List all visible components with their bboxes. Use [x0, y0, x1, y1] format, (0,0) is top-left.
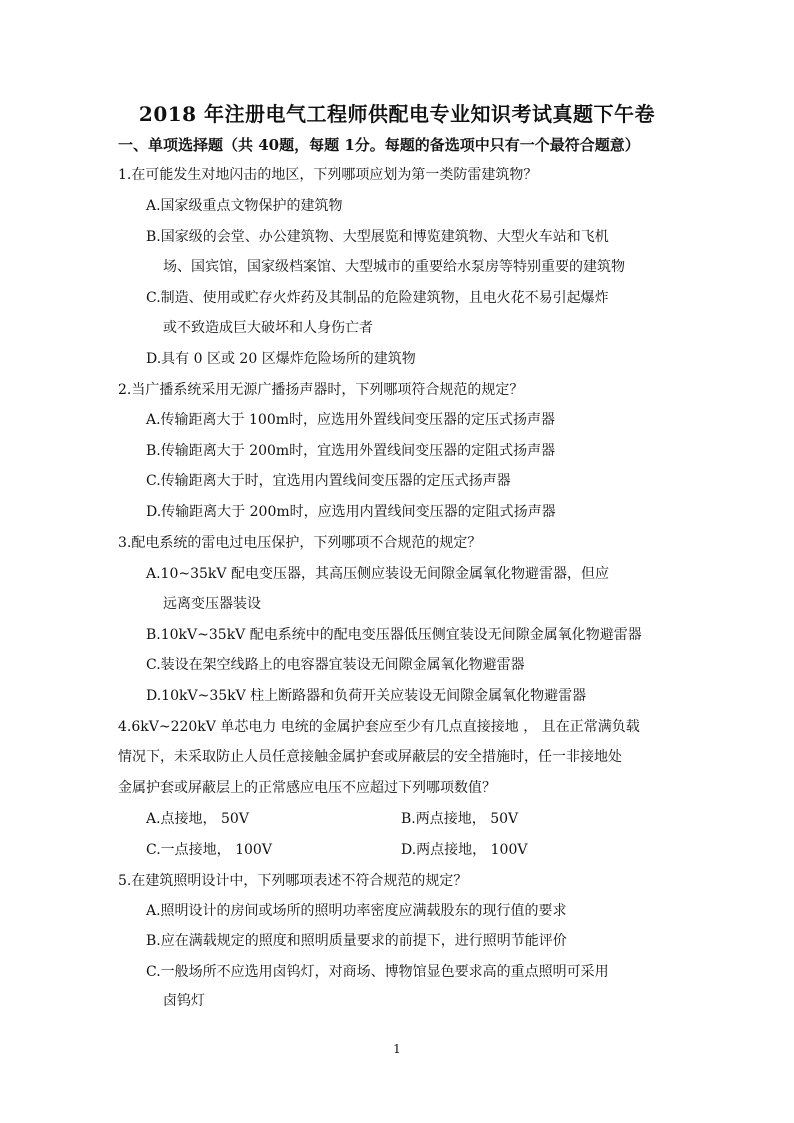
question-4-option-b: B.两点接地， 50V — [401, 811, 519, 827]
question-1-option-a: A.国家级重点文物保护的建筑物 — [146, 198, 343, 214]
question-2-option-a: A.传输距离大于 100m时，应选用外置线间变压器的定压式扬声器 — [146, 412, 556, 428]
question-3-option-d: D.10kV~35kV 柱上断路器和负荷开关应装设无间隙金属氧化物避雷器 — [146, 688, 587, 704]
question-3-option-c: C.装设在架空线路上的电容器宜装设无间隙金属氧化物避雷器 — [146, 657, 525, 673]
page-title: 2018 年注册电气工程师供配电专业知识考试真题下午卷 — [138, 102, 656, 126]
question-1-stem: 1.在可能发生对地闪击的地区，下列哪项应划为第一类防雷建筑物？ — [118, 167, 538, 183]
question-3-option-a-cont: 远离变压器装设 — [163, 596, 261, 612]
question-1-option-b: B.国家级的会堂、办公建筑物、大型展览和博览建筑物、大型火车站和飞机 — [146, 229, 609, 245]
question-3-option-a: A.10~35kV 配电变压器，其高压侧应装设无间隙金属氧化物避雷器，但应 — [146, 566, 609, 582]
question-3-stem: 3.配电系统的雷电过电压保护，下列哪项不合规范的规定？ — [118, 535, 482, 551]
question-5-stem: 5.在建筑照明设计中，下列哪项表述不符合规范的规定？ — [118, 873, 468, 889]
section-heading: 一、单项选择题（共 40题，每题 1分。每题的备选项中只有一个最符合题意） — [118, 136, 640, 154]
question-2-option-c: C.传输距离大于时，宜选用内置线间变压器的定压式扬声器 — [146, 473, 511, 489]
question-4-stem-line-2: 情况下，未采取防止人员任意接触金属护套或屏蔽层的安全措施时，任一非接地处 — [118, 749, 622, 765]
question-5-option-c-cont: 卤钨灯 — [163, 993, 205, 1009]
question-5-option-b: B.应在满载规定的照度和照明质量要求的前提下，进行照明节能评价 — [146, 933, 567, 949]
question-3-option-b: B.10kV~35kV 配电系统中的配电变压器低压侧宜装设无间隙金属氧化物避雷器 — [146, 627, 642, 643]
question-4-option-d: D.两点接地， 100V — [401, 842, 528, 858]
question-1-option-c: C.制造、使用或贮存火炸药及其制品的危险建筑物，且电火花不易引起爆炸 — [146, 290, 609, 306]
question-1-option-d: D.具有 0 区或 20 区爆炸危险场所的建筑物 — [146, 351, 416, 367]
question-4-option-c: C.一点接地， 100V — [146, 842, 272, 858]
question-2-option-d: D.传输距离大于 200m时，应选用内置线间变压器的定阻式扬声器 — [146, 504, 556, 520]
page-number: 1 — [393, 1042, 401, 1056]
question-5-option-a: A.照明设计的房间或场所的照明功率密度应满载股东的现行值的要求 — [146, 903, 567, 919]
question-2-option-b: B.传输距离大于 200m时，宜选用外置线间变压器的定阻式扬声器 — [146, 443, 556, 459]
question-4-option-a: A.点接地， 50V — [146, 811, 249, 827]
question-1-option-c-cont: 或不致造成巨大破坏和人身伤亡者 — [163, 320, 373, 336]
question-2-stem: 2.当广播系统采用无源广播扬声器时，下列哪项符合规范的规定？ — [118, 382, 524, 398]
question-4-stem: 4.6kV~220kV 单芯电力 电统的金属护套应至少有几点直接接地 ， 且在正常满负载 — [118, 719, 640, 735]
question-1-option-b-cont: 场、国宾馆，国家级档案馆、大型城市的重要给水泵房等特别重要的建筑物 — [163, 259, 625, 275]
question-5-option-c: C.一般场所不应选用卤钨灯，对商场、博物馆显色要求高的重点照明可采用 — [146, 964, 609, 980]
question-4-stem-line-3: 金属护套或屏蔽层上的正常感应电压不应超过下列哪项数值？ — [118, 780, 496, 796]
